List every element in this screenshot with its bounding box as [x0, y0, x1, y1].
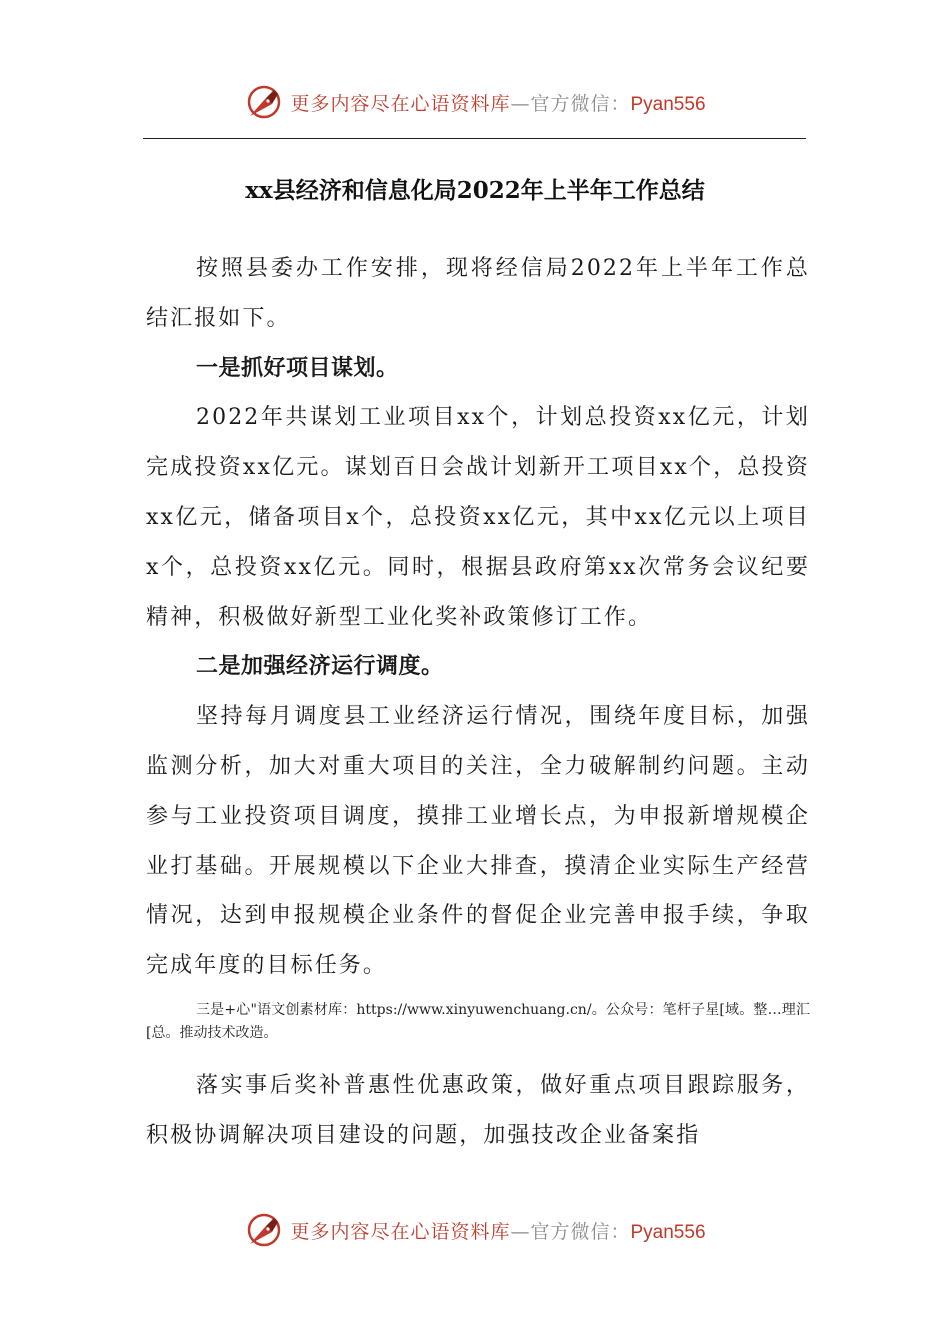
document-title: xx县经济和信息化局2022年上半年工作总结: [245, 177, 705, 204]
banner-text: 更多内容尽在心语资料库—官方微信：Pyan556: [290, 1220, 706, 1243]
paragraph: 按照县委办工作安排，现将经信局2022年上半年工作总结汇报如下。: [146, 256, 810, 331]
pen-nib-logo-icon: [244, 1210, 284, 1250]
section-heading: 二是加强经济运行调度。: [196, 654, 444, 680]
document-body: [146, 244, 810, 1161]
section-heading: 一是抓好项目谋划。: [196, 355, 399, 381]
pen-nib-logo-icon: [244, 82, 284, 122]
paragraph: 落实事后奖补普惠性优惠政策，做好重点项目跟踪服务，积极协调解决项目建设的问题，加强技改企业备案指: [146, 1072, 810, 1148]
header-banner: [0, 80, 950, 124]
watermark-note: 三是+心"语文创素材库：https://www.xinyuwenchuang.cn/。公众号：笔杆子星[域。整…理汇[总。推动技术改造。: [146, 1001, 810, 1041]
banner-text: 更多内容尽在心语资料库—官方微信：Pyan556: [290, 92, 706, 115]
footer-banner: [0, 1208, 950, 1252]
header-divider: [143, 138, 806, 139]
paragraph: 2022年共谋划工业项目xx个，计划总投资xx亿元，计划完成投资xx亿元。谋划百日会战计划新开工项目xx个，总投资xx亿元，储备项目x个，总投资xx亿元，其中xx亿元以上项目x个，总投资xx亿元。同时，根据县政府第xx次常务会议纪要精神，积极做好新型工业化奖补政策修订工作。: [146, 405, 810, 630]
paragraph: 坚持每月调度县工业经济运行情况，围绕年度目标，加强监测分析，加大对重大项目的关注，全力破解制约问题。主动参与工业投资项目调度，摸排工业增长点，为申报新增规模企业打基础。开展规模以下企业大排查，摸清企业实际生产经营情况，达到申报规模企业条件的督促企业完善申报手续，争取完成年度的目标任务。: [146, 704, 810, 979]
